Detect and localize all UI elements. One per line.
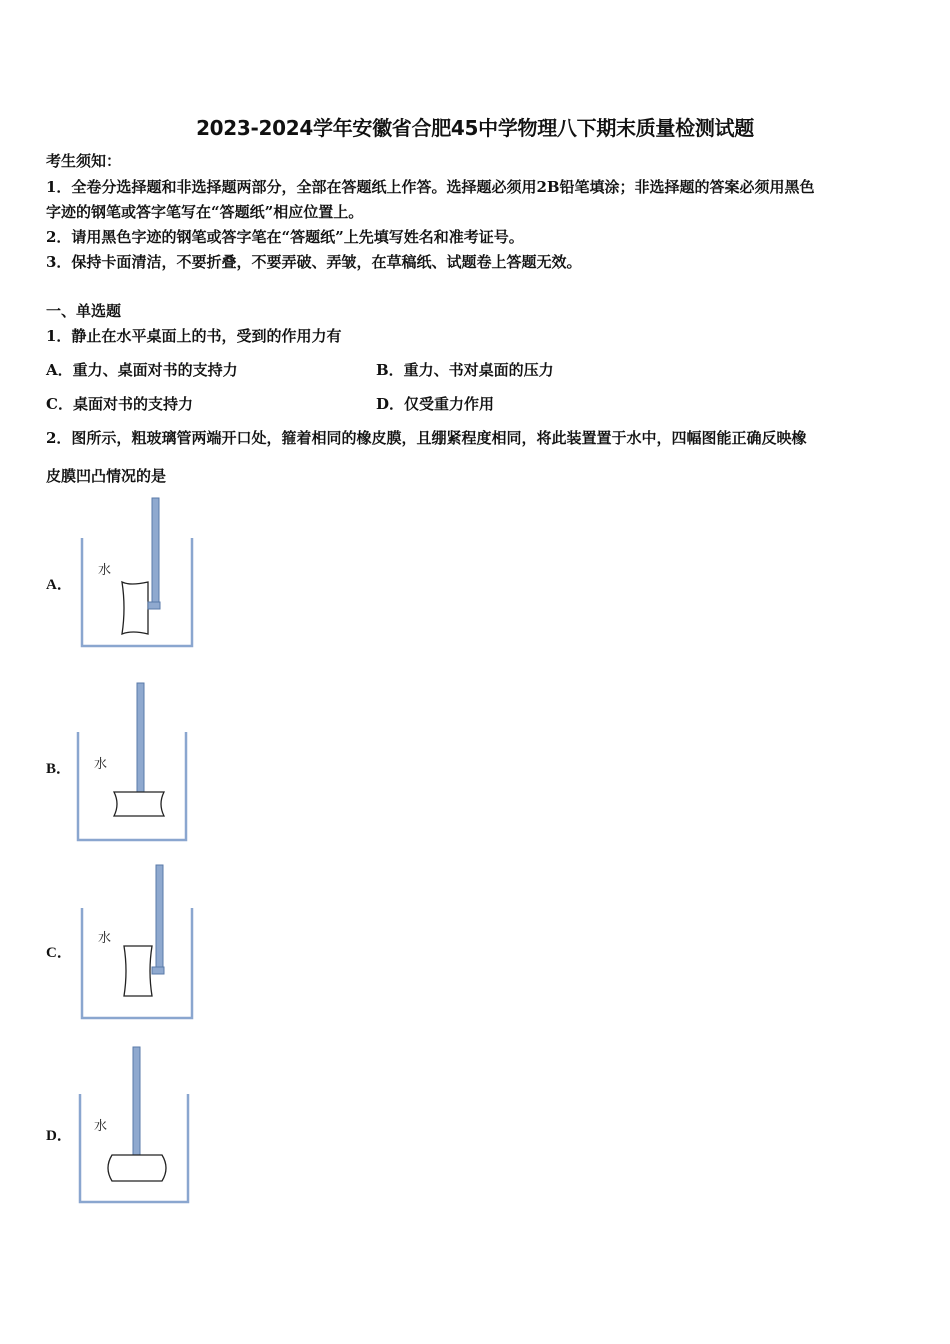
svg-text:水: 水 <box>94 1119 108 1134</box>
page-title: 2023-2024学年安徽省合肥45中学物理八下期末质量检测试题 <box>196 116 754 140</box>
svg-text:水: 水 <box>98 931 112 946</box>
figure-d <box>76 1044 196 1212</box>
figure-c <box>78 862 198 1028</box>
notice-item-3: 3．保持卡面清洁，不要折叠，不要弄破、弄皱，在草稿纸、试题卷上答题无效。 <box>46 253 582 271</box>
notice-item-1a: 1．全卷分选择题和非选择题两部分，全部在答题纸上作答。选择题必须用2B铅笔填涂；非选择题的答案必须用黑色 <box>46 178 815 196</box>
svg-text:水: 水 <box>98 563 112 578</box>
notice-item-1b: 字迹的钢笔或答字笔写在“答题纸”相应位置上。 <box>46 203 364 221</box>
q1-option-a: A．重力、桌面对书的支持力 <box>46 361 238 379</box>
question-1-stem: 1．静止在水平桌面上的书，受到的作用力有 <box>46 327 342 345</box>
section-heading: 一、单选题 <box>46 302 122 320</box>
q1-option-c: C．桌面对书的支持力 <box>46 395 193 413</box>
q1-option-d: D．仅受重力作用 <box>376 395 495 413</box>
svg-text:水: 水 <box>94 757 108 772</box>
figure-d-label: D． <box>46 1128 72 1144</box>
figure-c-label: C． <box>46 945 72 961</box>
notice-item-2: 2．请用黑色字迹的钢笔或答字笔在“答题纸”上先填写姓名和准考证号。 <box>46 228 524 246</box>
figure-b <box>74 680 194 850</box>
q1-option-b: B．重力、书对桌面的压力 <box>376 361 554 379</box>
figure-a <box>78 494 198 658</box>
question-2-stem-line2: 皮膜凹凸情况的是 <box>46 467 167 485</box>
figure-a-label: A． <box>46 577 72 593</box>
question-2-stem-line1: 2．图所示，粗玻璃管两端开口处，箍着相同的橡皮膜，且绷紧程度相同，将此装置置于水中，四幅图能正确反映橡 <box>46 429 807 447</box>
figure-b-label: B． <box>46 761 72 777</box>
notice-heading: 考生须知： <box>46 152 122 170</box>
